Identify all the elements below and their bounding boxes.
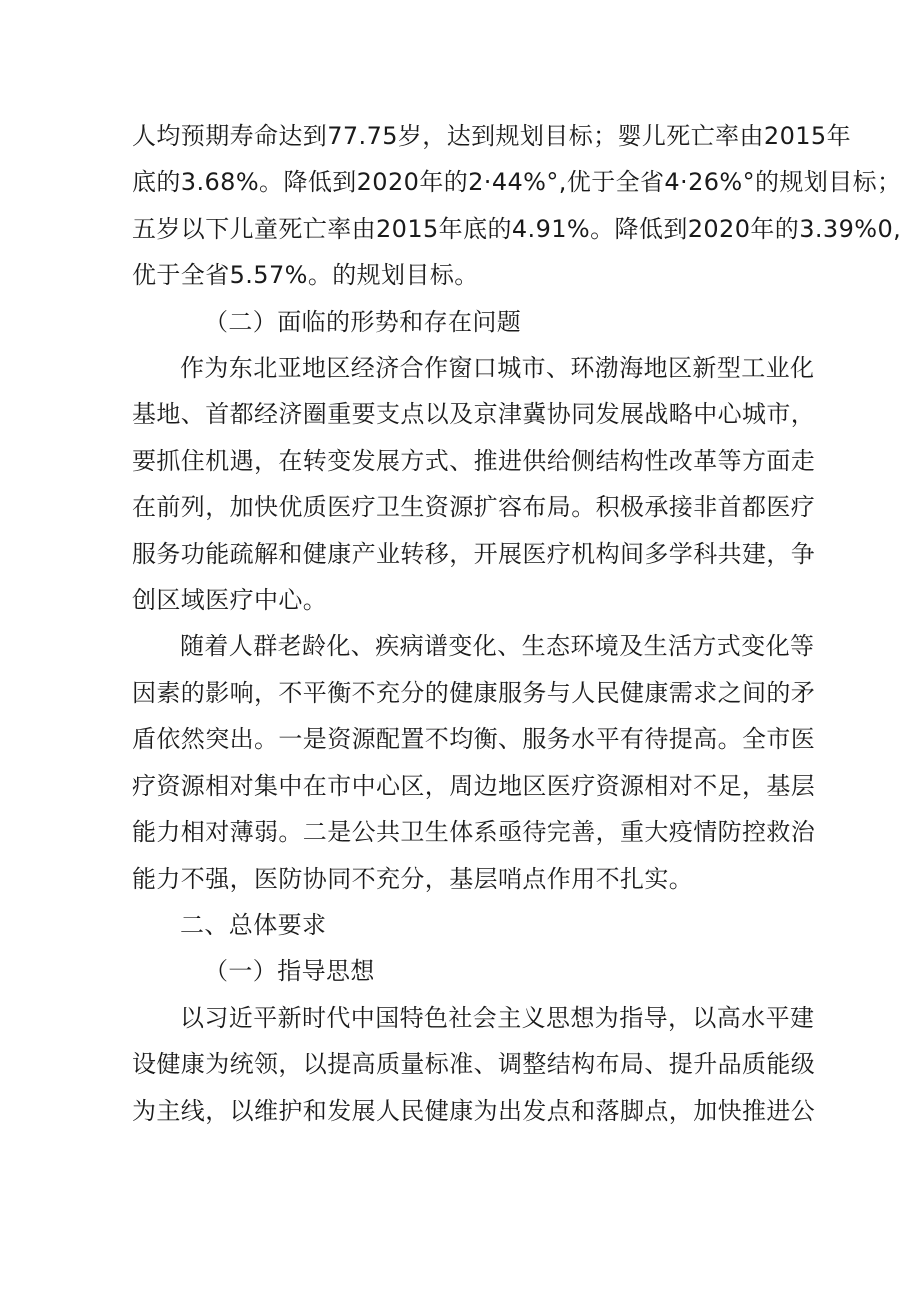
text-line: 人均预期寿命达到77.75岁，达到规划目标；婴儿死亡率由2015年 xyxy=(132,122,851,150)
text-line: 服务功能疏解和健康产业转移，开展医疗机构间多学科共建，争 xyxy=(132,539,816,568)
text-line: 优于全省5.57%。的规划目标。 xyxy=(132,261,479,290)
text-line: 作为东北亚地区经济合作窗口城市、环渤海地区新型工业化 xyxy=(180,354,815,383)
heading-overall-requirements xyxy=(132,902,812,948)
section-subheading: （二）面临的形势和存在问题 xyxy=(204,307,522,336)
text-line: 盾依然突出。一是资源配置不均衡、服务水平有待提高。全市医 xyxy=(132,725,816,754)
paragraph-guiding-ideology xyxy=(132,995,816,1134)
paragraph-statistics xyxy=(132,113,902,299)
paragraph-problems xyxy=(132,623,816,901)
text-line: 疗资源相对集中在市中心区，周边地区医疗资源相对不足，基层 xyxy=(132,771,816,800)
section-subheading: （一）指导思想 xyxy=(204,957,375,986)
text-line: 底的3.68%。降低到2020年的2·44%°,优于全省4·26%°的规划目标； xyxy=(132,168,902,197)
text-line: 在前列，加快优质医疗卫生资源扩容布局。积极承接非首都医疗 xyxy=(132,493,816,522)
text-line: 基地、首都经济圈重要支点以及京津冀协同发展战略中心城市， xyxy=(132,400,816,429)
text-line: 能力相对薄弱。二是公共卫生体系亟待完善，重大疫情防控救治 xyxy=(132,818,816,847)
text-line: 要抓住机遇，在转变发展方式、推进供给侧结构性改革等方面走 xyxy=(132,446,816,475)
text-line: 为主线，以维护和发展人民健康为出发点和落脚点，加快推进公 xyxy=(132,1096,816,1125)
text-line: 创区域医疗中心。 xyxy=(132,586,328,615)
subheading-guiding-ideology xyxy=(132,948,812,994)
subheading-situation xyxy=(132,299,812,345)
text-line: 五岁以下儿童死亡率由2015年底的4.91%。降低到2020年的3.39%0, xyxy=(132,214,902,243)
text-line: 能力不强，医防协同不充分，基层哨点作用不扎实。 xyxy=(132,864,694,893)
text-line: 因素的影响，不平衡不充分的健康服务与人民健康需求之间的矛 xyxy=(132,678,816,707)
section-heading: 二、总体要求 xyxy=(180,910,327,939)
text-line: 随着人群老龄化、疾病谱变化、生态环境及生活方式变化等 xyxy=(180,632,815,661)
text-line: 以习近平新时代中国特色社会主义思想为指导，以高水平建 xyxy=(180,1003,815,1032)
paragraph-region-role xyxy=(132,345,816,623)
text-line: 设健康为统领，以提高质量标准、调整结构布局、提升品质能级 xyxy=(132,1050,816,1079)
document-body xyxy=(132,113,902,1134)
